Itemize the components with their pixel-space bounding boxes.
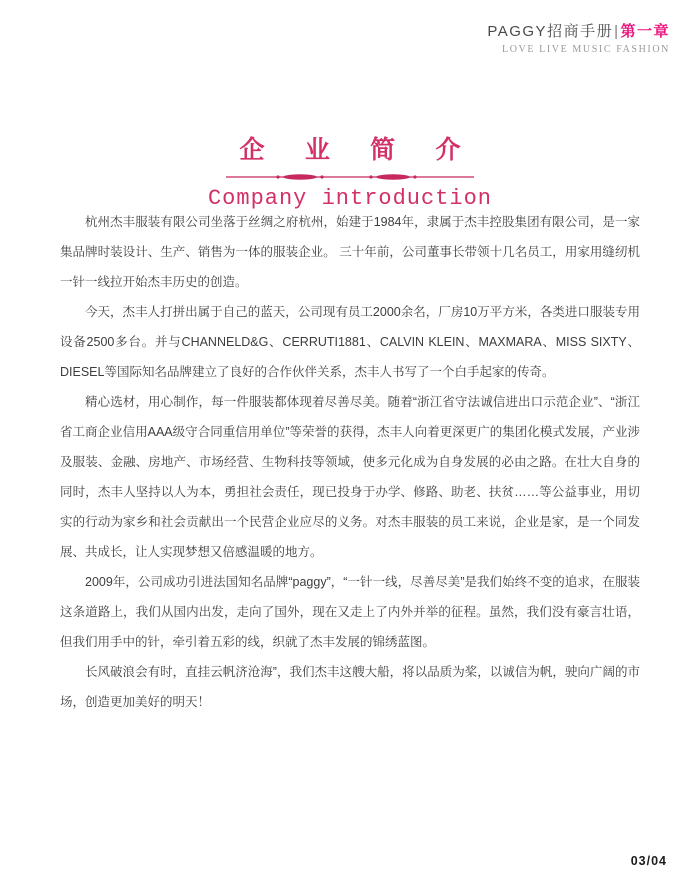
ornament-divider-icon bbox=[226, 172, 474, 182]
header-title-line bbox=[487, 20, 670, 41]
page-title-en: Company introduction bbox=[207, 186, 493, 211]
chapter-label: 第一章 bbox=[620, 23, 670, 40]
brand-tagline: LOVE LIVE MUSIC FASHION bbox=[501, 44, 670, 55]
header-separator: | bbox=[614, 23, 620, 40]
body-copy bbox=[60, 207, 640, 717]
body-paragraph-2: 今天，杰丰人打拼出属于自己的蓝天，公司现有员工2000余名，厂房10万平方米，各类进口服装专用设备2500多台。并与CHANNELD&G、CERRUTI1881、CALVIN KLEIN、MAXMARA、MISS SIXTY、DIESEL等国际知名品牌建立了良好的合作伙伴关系，杰丰人书写了一个白手起家的传奇。 bbox=[60, 305, 640, 379]
body-paragraph-1: 杭州杰丰服装有限公司坐落于丝绸之府杭州，始建于1984年，隶属于杰丰控股集团有限公司，是一家集品牌时装设计、生产、销售为一体的服装企业。 三十年前，公司董事长带领十几名员工，用家用缝纫机一针一线拉开始杰丰历史的创造。 bbox=[60, 215, 640, 289]
body-paragraph-5: 长风破浪会有时，直挂云帆济沧海”，我们杰丰这艘大船，将以品质为桨，以诚信为帆，驶向广阔的市场，创造更加美好的明天！ bbox=[60, 665, 640, 709]
page-header bbox=[487, 20, 670, 55]
title-block bbox=[0, 130, 700, 211]
body-paragraph-4: 2009年，公司成功引进法国知名品牌“paggy”，“一针一线，尽善尽美”是我们始终不变的追求，在服装这条道路上，我们从国内出发，走向了国外，现在又走上了内外并举的征程。虽然，我们没有豪言壮语，但我们用手中的针，牵引着五彩的线，织就了杰丰发展的锦绣蓝图。 bbox=[60, 575, 640, 649]
page-title-zh: 企 业 简 介 bbox=[239, 137, 477, 164]
page-number: 03/04 bbox=[630, 854, 667, 868]
brand-name: PAGGY招商手册 bbox=[487, 23, 614, 40]
body-paragraph-3: 精心选材，用心制作，每一件服装都体现着尽善尽美。随着“浙江省守法诚信进出口示范企业”、“浙江省工商企业信用AAA级守合同重信用单位”等荣誉的获得，杰丰人向着更深更广的集团化模式发展，产业涉及服装、金融、房地产、市场经营、生物科技等领域，使多元化成为自身发展的必由之路。在壮大自身的同时，杰丰人坚持以人为本，勇担社会责任，现已投身于办学、修路、助老、扶贫……等公益事业，用切实的行动为家乡和社会贡献出一个民营企业应尽的义务。对杰丰服装的员工来说，企业是家，是一个同发展、共成长，让人实现梦想又倍感温暖的地方。 bbox=[60, 395, 640, 559]
